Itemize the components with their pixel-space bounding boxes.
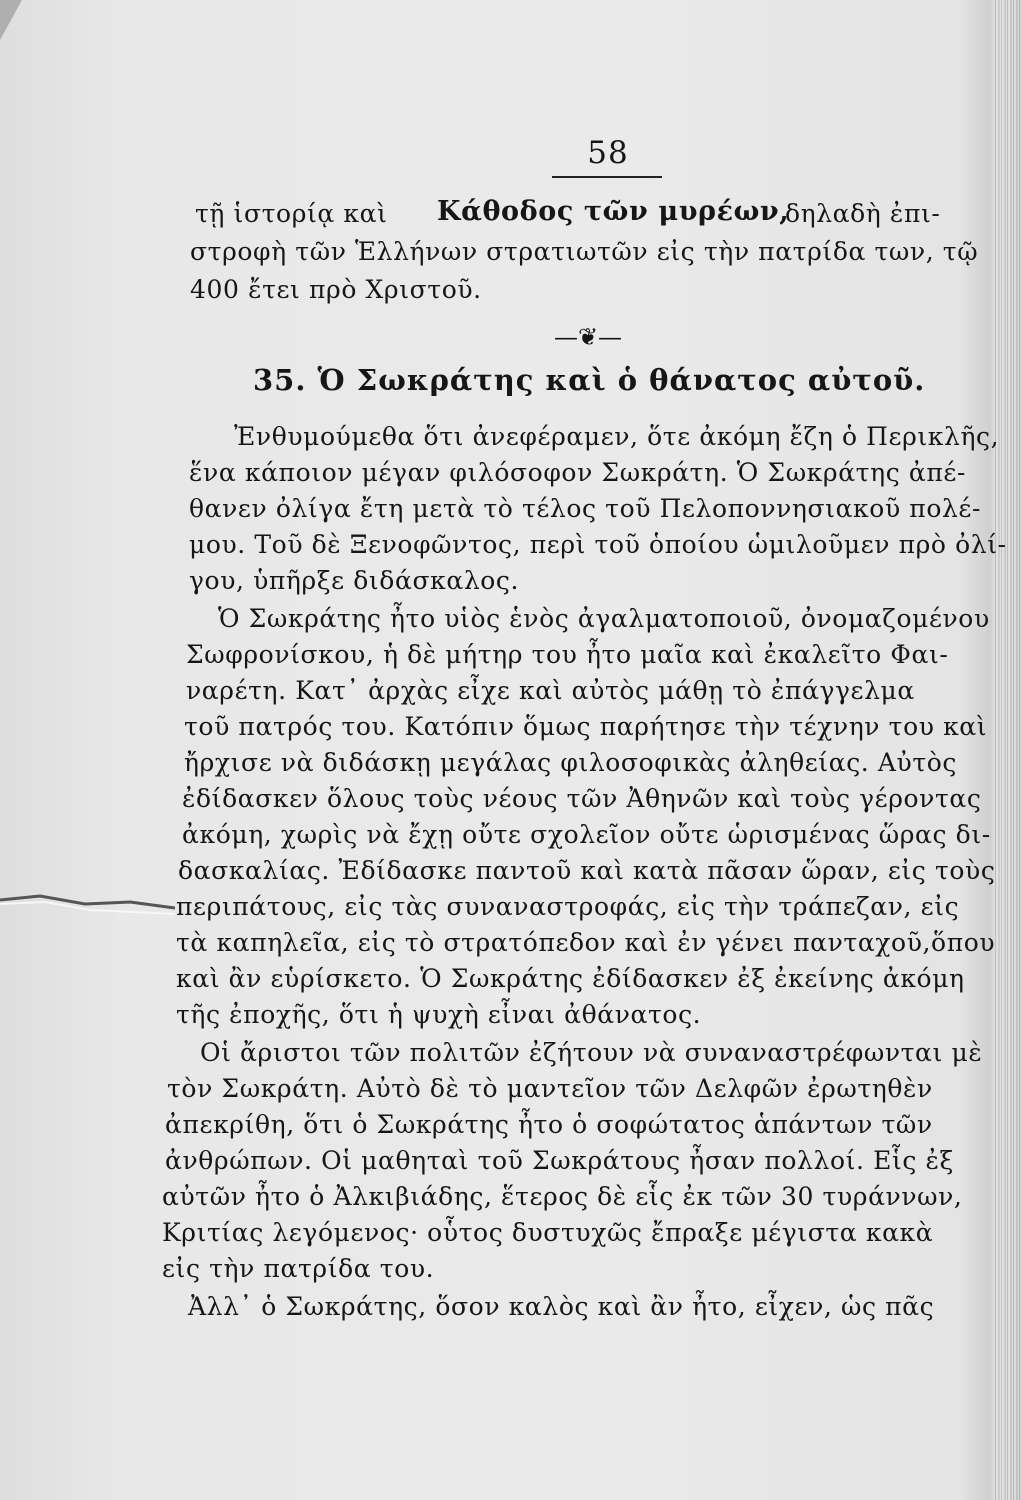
body-line-21: ἀνθρώπων. Οἱ μαθηταὶ τοῦ Σωκράτους ἦσαν πολλοί. Εἷς ἐξ <box>165 1146 954 1175</box>
intro-line-1-start: τῇ ἱστορίᾳ καὶ <box>195 199 388 228</box>
body-line-3: θανεν ὀλίγα ἔτη μετὰ τὸ τέλος τοῦ Πελοποννησιακοῦ πολέ- <box>189 494 982 523</box>
body-line-13: δασκαλίας. Ἐδίδασκε παντοῦ καὶ κατὰ πᾶσαν ὥραν, εἰς τοὺς <box>178 856 996 885</box>
intro-line-1-end: δηλαδὴ ἐπι- <box>785 199 941 228</box>
body-line-8: ναρέτη. Κατ᾽ ἀρχὰς εἶχε καὶ αὐτὸς μάθῃ τὸ ἐπάγγελμα <box>186 676 915 705</box>
body-line-23: Κριτίας λεγόμενος· οὗτος δυστυχῶς ἔπραξε μέγιστα κακὰ <box>162 1218 934 1247</box>
body-line-9: τοῦ πατρός του. Κατόπιν ὅμως παρήτησε τὴν τέχνην του καὶ <box>184 712 988 741</box>
body-line-19: τὸν Σωκράτη. Αὐτὸ δὲ τὸ μαντεῖον τῶν Δελφῶν ἐρωτηθὲν <box>167 1074 933 1103</box>
body-line-2: ἕνα κάποιον μέγαν φιλόσοφον Σωκράτη. Ὁ Σωκράτης ἀπέ- <box>189 458 966 487</box>
body-line-25: Ἀλλ᾽ ὁ Σωκράτης, ὅσον καλὸς καὶ ἂν ἦτο, εἶχεν, ὡς πᾶς <box>188 1292 935 1321</box>
intro-line-2: στροφὴ τῶν Ἑλλήνων στρατιωτῶν εἰς τὴν πατρίδα των, τῷ <box>190 237 979 266</box>
body-line-15: τὰ καπηλεῖα, εἰς τὸ στρατόπεδον καὶ ἐν γένει πανταχοῦ,ὅπου <box>176 928 996 957</box>
page-spine-edge <box>995 0 1021 1500</box>
body-line-22: αὐτῶν ἦτο ὁ Ἀλκιβιάδης, ἕτερος δὲ εἷς ἐκ τῶν 30 τυράννων, <box>162 1182 963 1211</box>
body-line-14: περιπάτους, εἰς τὰς συναναστροφάς, εἰς τὴν τράπεζαν, εἰς <box>176 892 960 921</box>
folded-corner <box>0 0 22 40</box>
intro-line-1-bold: Κάθοδος τῶν μυρέων, <box>437 196 790 227</box>
body-line-11: ἐδίδασκεν ὅλους τοὺς νέους τῶν Ἀθηνῶν καὶ τοὺς γέροντας <box>182 784 982 813</box>
intro-line-3: 400 ἔτει πρὸ Χριστοῦ. <box>190 275 482 304</box>
body-line-6: Ὁ Σωκράτης ἦτο υἱὸς ἑνὸς ἀγαλματοποιοῦ, ὀνομαζομένου <box>218 604 990 633</box>
body-line-16: καὶ ἂν εὑρίσκετο. Ὁ Σωκράτης ἐδίδασκεν ἐξ ἐκείνης ἀκόμη <box>176 964 965 993</box>
body-line-18: Οἱ ἄριστοι τῶν πολιτῶν ἐζήτουν νὰ συναναστρέφωνται μὲ <box>200 1038 983 1067</box>
body-line-20: ἀπεκρίθη, ὅτι ὁ Σωκράτης ἦτο ὁ σοφώτατος ἁπάντων τῶν <box>165 1110 933 1139</box>
body-line-10: ἤρχισε νὰ διδάσκῃ μεγάλας φιλοσοφικὰς ἀληθείας. Αὐτὸς <box>184 748 958 777</box>
body-line-24: εἰς τὴν πατρίδα του. <box>162 1254 435 1283</box>
body-line-17: τῆς ἐποχῆς, ὅτι ἡ ψυχὴ εἶναι ἀθάνατος. <box>176 1000 702 1029</box>
page-crease <box>0 886 175 926</box>
section-heading: 35. Ὁ Σωκράτης καὶ ὁ θάνατος αὐτοῦ. <box>253 363 926 397</box>
section-ornament: —❦— <box>553 323 623 351</box>
page-number-rule <box>552 176 662 178</box>
body-line-7: Σωφρονίσκου, ἡ δὲ μήτηρ του ἦτο μαῖα καὶ ἐκαλεῖτο Φαι- <box>186 640 949 669</box>
body-line-5: γου, ὑπῆρξε διδάσκαλος. <box>189 566 520 595</box>
page-number: 58 <box>587 135 629 171</box>
body-line-4: μου. Τοῦ δὲ Ξενοφῶντος, περὶ τοῦ ὁποίου ὡμιλοῦμεν πρὸ ὀλί- <box>189 530 1007 559</box>
body-line-12: ἀκόμη, χωρὶς νὰ ἔχῃ οὔτε σχολεῖον οὔτε ὡρισμένας ὥρας δι- <box>182 820 991 849</box>
body-line-1: Ἐνθυμούμεθα ὅτι ἀνεφέραμεν, ὅτε ἀκόμη ἔζη ὁ Περικλῆς, <box>234 422 1000 451</box>
